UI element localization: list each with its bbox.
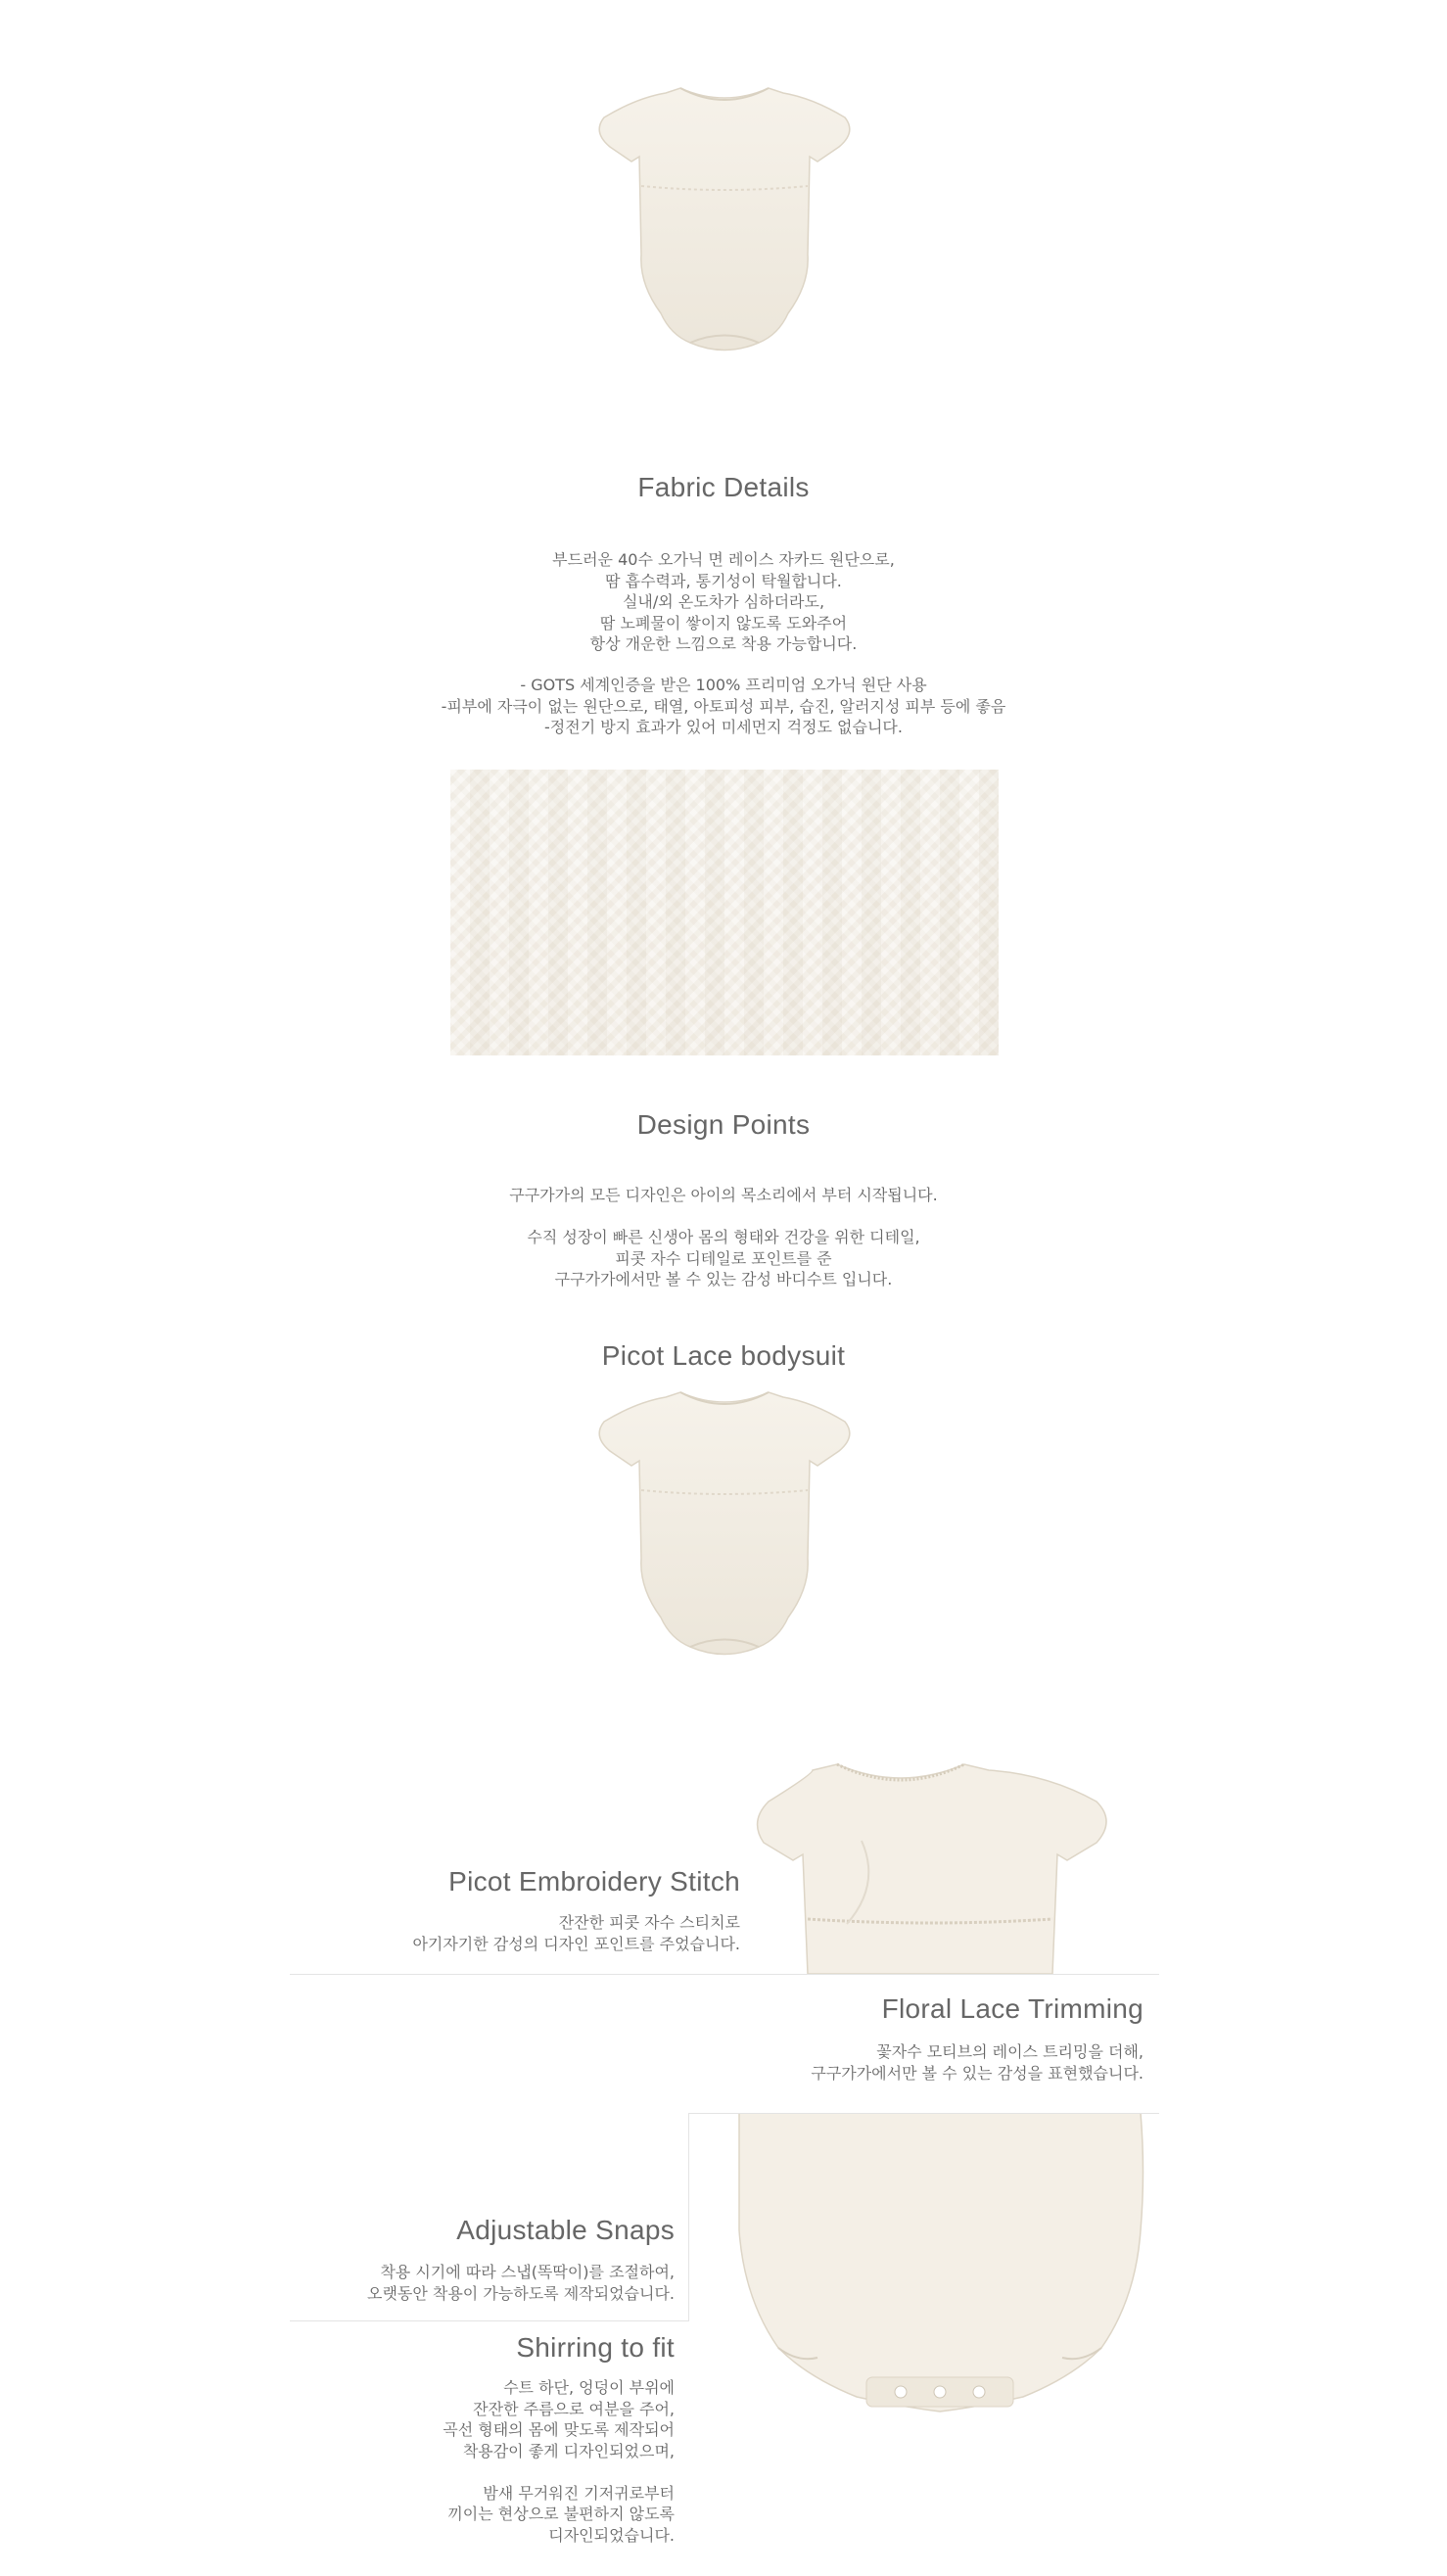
product-title: Picot Lace bodysuit <box>601 1340 846 1371</box>
detail-title-shirring: Shirring to fit <box>516 2332 675 2363</box>
detail-title-picot: Picot Embroidery Stitch <box>448 1866 740 1897</box>
divider-3 <box>290 2320 689 2321</box>
detail-text-picot: 잔잔한 피콧 자수 스티치로 아기자기한 감성의 디자인 포인트를 주었습니다. <box>412 1913 740 1953</box>
divider-1 <box>290 1974 1159 1975</box>
divider-vertical <box>688 2113 689 2320</box>
fabric-texture-image <box>450 770 999 1055</box>
detail-title-snaps: Adjustable Snaps <box>456 2215 675 2245</box>
fabric-details-features: - GOTS 세계인증을 받은 100% 프리미엄 오가닉 원단 사용 -피부에 자극이 없는 원단으로, 태열, 아토피성 피부, 습진, 알러지성 피부 등에 좋음 -정전기 방지 효과가 있어 미세먼지 걱정도 없습니다. <box>441 676 1006 736</box>
detail-text-floral: 꽃자수 모티브의 레이스 트리밍을 더해, 구구가가에서만 볼 수 있는 감성을 표현했습니다. <box>811 2042 1144 2083</box>
bodysuit-detail-lower-photo <box>729 2113 1150 2426</box>
design-points-title: Design Points <box>636 1109 811 1140</box>
design-points-intro: 구구가가의 모든 디자인은 아이의 목소리에서 부터 시작됩니다. <box>509 1186 938 1204</box>
detail-text-shirring: 수트 하단, 엉덩이 부위에 잔잔한 주름으로 여분을 주어, 곡선 형태의 몸에 맞도록 제작되어 착용감이 좋게 디자인되었으며, 밤새 무거워진 기저귀로부터 끼이는 현상으로 불편하지 않도록 디자인되었습니다. <box>443 2378 675 2545</box>
detail-title-floral: Floral Lace Trimming <box>881 1993 1144 2024</box>
bodysuit-photo-middle <box>583 1382 866 1666</box>
detail-text-snaps: 착용 시기에 따라 스냅(똑딱이)를 조절하여, 오랫동안 착용이 가능하도록 제작되었습니다. <box>366 2263 675 2303</box>
fabric-details-title: Fabric Details <box>637 472 810 502</box>
fabric-details-text: 부드러운 40수 오가닉 면 레이스 자카드 원단으로, 땀 흡수력과, 통기성이 탁월합니다. 실내/외 온도차가 심하더라도, 땀 노폐물이 쌓이지 않도록 도와주어 항상 개운한 느낌으로 착용 가능합니다. <box>552 550 895 653</box>
design-points-text: 수직 성장이 빠른 신생아 몸의 형태와 건강을 위한 디테일, 피콧 자수 디테일로 포인트를 준 구구가가에서만 볼 수 있는 감성 바디수트 입니다. <box>527 1228 920 1288</box>
divider-2 <box>688 2113 1159 2114</box>
bodysuit-detail-upper-photo <box>754 1753 1165 1974</box>
bodysuit-photo-top <box>583 78 866 362</box>
